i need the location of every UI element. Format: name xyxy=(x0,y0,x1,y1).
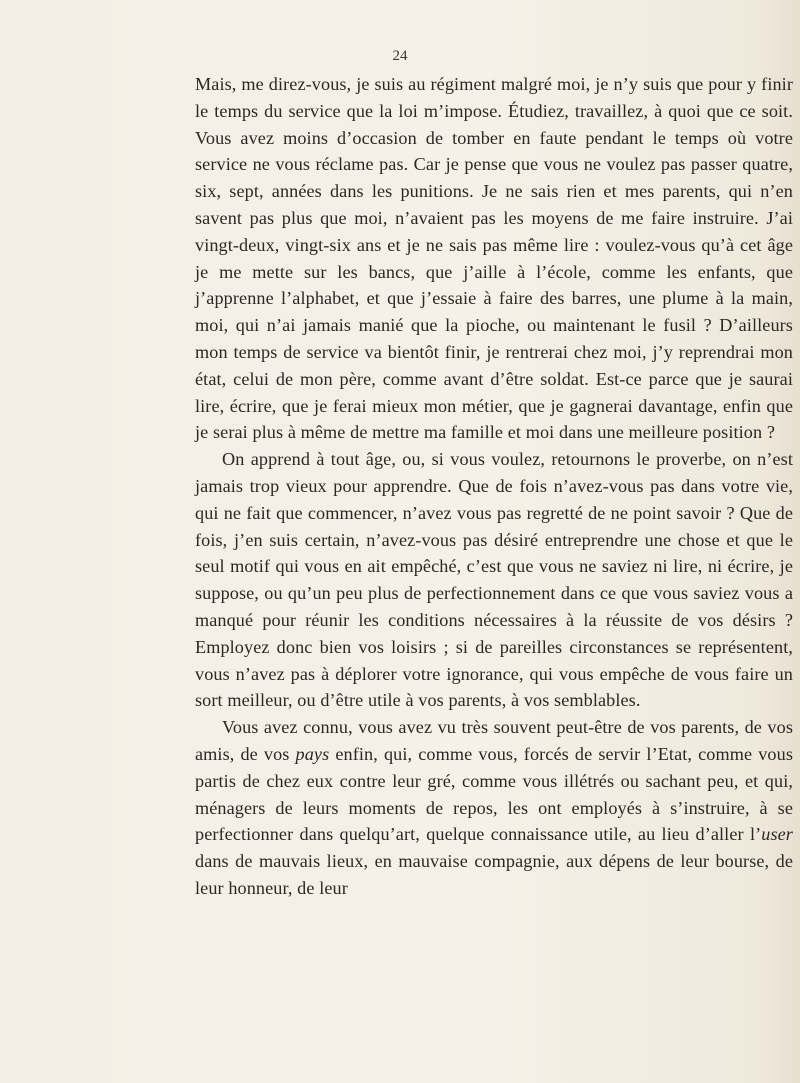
paragraph-3 xyxy=(195,714,793,902)
page-number: 24 xyxy=(392,48,408,64)
paragraph-3-text-a: Vous avez connu, vous avez vu très souvent peut-être de vos parents, de vos amis, de vos xyxy=(195,717,793,764)
body-text xyxy=(195,71,793,902)
italic-word-pays: pays xyxy=(295,743,330,764)
paragraph-1 xyxy=(195,71,793,446)
paragraph-2-text: On apprend à tout âge, ou, si vous voulez, retournons le proverbe, on n’est jamais trop vieux pour apprendre. Que de fois n’avez-vous pas dans votre vie, qui ne fait que commencer, n’avez vous pas regretté de ne point savoir ? Que de fois, j’en suis certain, n’avez-vous pas désiré entreprendre une chose et que le seul motif qui vous en ait empêché, c’est que vous ne saviez ni lire, ni écrire, je suppose, ou qu’un peu plus de perfectionnement dans ce que vous saviez vous a manqué pour réunir les conditions nécessaires à la réussite de vos désirs ? Employez donc bien vos loisirs ; si de pareilles circonstances se représentent, vous n’avez pas à déplorer votre ignorance, qui vous empêche de vous faire un sort meilleur, ou d’être utile à vos parents, à vos semblables. xyxy=(195,449,793,711)
italic-word-user: user xyxy=(761,824,793,845)
paragraph-2 xyxy=(195,446,793,714)
paragraph-1-text: Mais, me direz-vous, je suis au régiment malgré moi, je n’y suis que pour y finir le temps du service que la loi m’impose. Étudiez, travaillez, à quoi que ce soit. Vous avez moins d’occasion de tomber en faute pendant le temps où votre service ne vous réclame pas. Car je pense que vous ne voulez pas passer quatre, six, sept, années dans les punitions. Je ne sais rien et mes parents, qui n’en savent pas plus que moi, n’avaient pas les moyens de me faire instruire. J’ai vingt-deux, vingt-six ans et je ne sais pas même lire : voulez-vous qu’à cet âge je me mette sur les bancs, que j’aille à l’école, comme les enfants, que j’apprenne l’alphabet, et que j’essaie à faire des barres, une plume à la main, moi, qui n’ai jamais manié que la pioche, ou maintenant le fusil ? D’ailleurs mon temps de service va bientôt finir, je rentrerai chez moi, j’y reprendrai mon état, celui de mon père, comme avant d’être soldat. Est-ce parce que je saurai lire, écrire, que je ferai mieux mon métier, que je gagnerai davantage, enfin que je serai plus à même de mettre ma famille et moi dans une meilleure position ? xyxy=(195,74,793,443)
paragraph-3-text-b: enfin, qui, comme vous, forcés de servir l’Etat, comme vous partis de chez eux contre leur gré, comme vous illétrés ou sachant peu, et qui, ménagers de leurs moments de repos, les ont employés à s’instruire, à se perfectionner dans quelqu’art, quelque connaissance utile, au lieu d’aller l’ xyxy=(195,743,793,845)
paragraph-3-text-c: dans de mauvais lieux, en mauvaise compagnie, aux dépens de leur bourse, de leur honneur, de leur xyxy=(195,851,793,898)
